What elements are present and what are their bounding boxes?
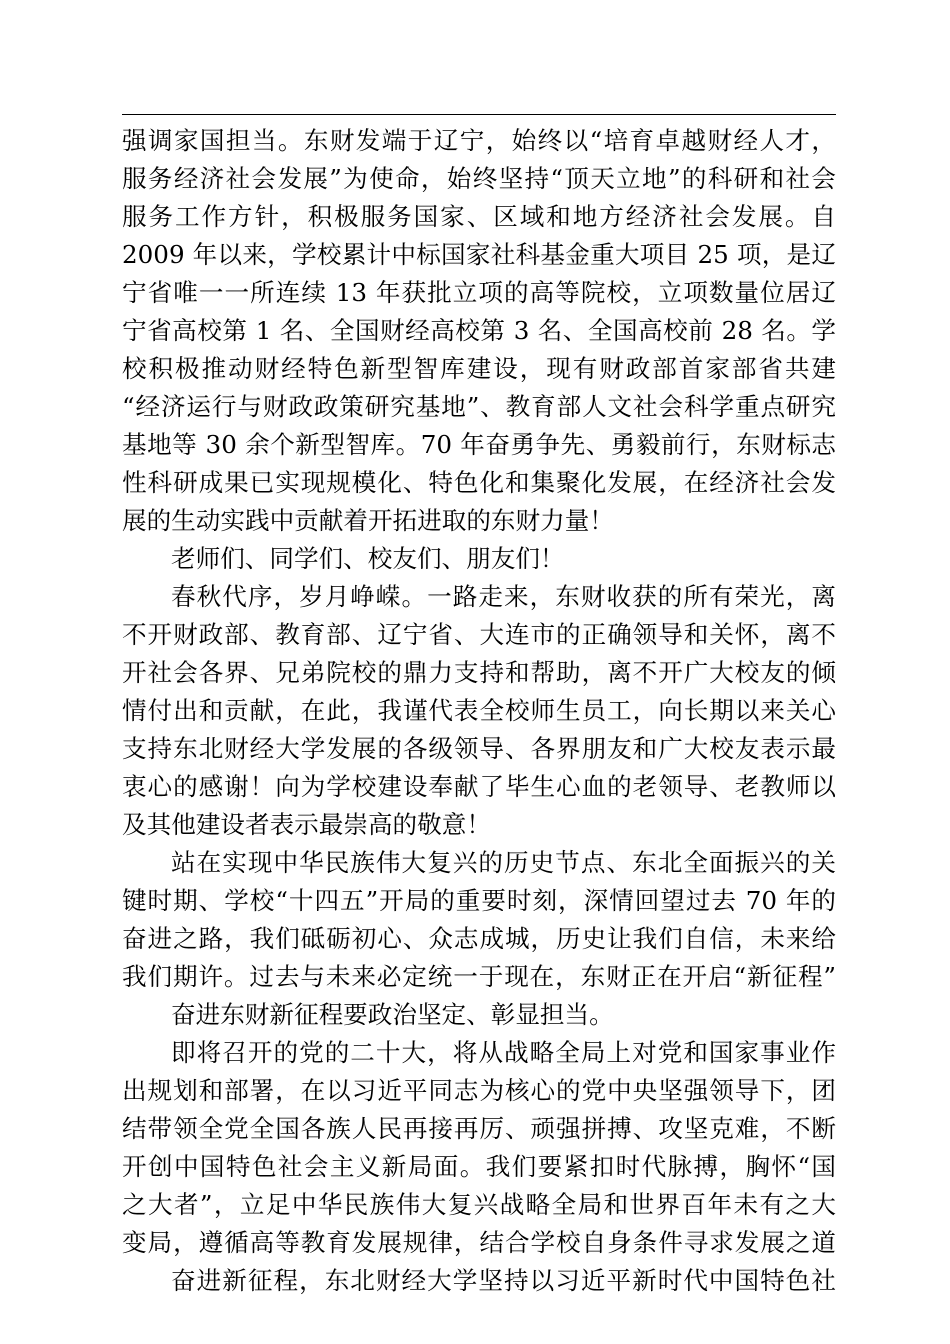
text-line: 支持东北财经大学发展的各级领导、各界朋友和广大校友表示最 <box>122 734 836 763</box>
text-line: 服务经济社会发展”为使命，始终坚持“顶天立地”的科研和社会 <box>122 164 836 193</box>
paragraph <box>122 540 836 578</box>
paragraph <box>122 578 836 844</box>
text-line: 奋进东财新征程要政治坚定、彰显担当。 <box>171 1000 614 1029</box>
text-line: 春秋代序，岁月峥嵘。一路走来，东财收获的所有荣光，离 <box>171 582 836 611</box>
text-line: 结带领全党全国各族人民再接再厉、顽强拼搏、攻坚克难，不断 <box>122 1114 836 1143</box>
text-line: 情付出和贡献，在此，我谨代表全校师生员工，向长期以来关心 <box>122 696 836 725</box>
text-line: 强调家国担当。东财发端于辽宁，始终以“培育卓越财经人才， <box>122 126 836 155</box>
text-line: 及其他建设者表示最崇高的敬意！ <box>122 810 491 839</box>
text-line: 基地等 30 余个新型智库。70 年奋勇争先、勇毅前行，东财标志 <box>122 430 836 459</box>
paragraph <box>122 844 836 996</box>
text-line: 服务工作方针，积极服务国家、区域和地方经济社会发展。自 <box>122 202 836 231</box>
text-line: 宁省唯一一所连续 13 年获批立项的高等院校，立项数量位居辽 <box>122 278 836 307</box>
text-line: 性科研成果已实现规模化、特色化和集聚化发展，在经济社会发 <box>122 468 836 497</box>
text-line: 出规划和部署，在以习近平同志为核心的党中央坚强领导下，团 <box>122 1076 836 1105</box>
paragraph <box>122 122 836 540</box>
text-line: 开创中国特色社会主义新局面。我们要紧扣时代脉搏，胸怀“国 <box>122 1152 836 1181</box>
text-line: 开社会各界、兄弟院校的鼎力支持和帮助，离不开广大校友的倾 <box>122 658 836 687</box>
paragraph <box>122 1262 836 1300</box>
header-rule <box>122 114 836 115</box>
text-line: “经济运行与财政政策研究基地”、教育部人文社会科学重点研究 <box>122 392 836 421</box>
text-line: 之大者”，立足中华民族伟大复兴战略全局和世界百年未有之大 <box>122 1190 836 1219</box>
text-line: 站在实现中华民族伟大复兴的历史节点、东北全面振兴的关 <box>171 848 836 877</box>
text-line: 校积极推动财经特色新型智库建设，现有财政部首家部省共建 <box>122 354 836 383</box>
text-line: 2009 年以来，学校累计中标国家社科基金重大项目 25 项，是辽 <box>122 240 836 269</box>
text-line: 即将召开的党的二十大，将从战略全局上对党和国家事业作 <box>171 1038 836 1067</box>
text-line: 老师们、同学们、校友们、朋友们！ <box>171 544 565 573</box>
text-line: 我们期许。过去与未来必定统一于现在，东财正在开启“新征程” <box>122 962 836 991</box>
text-line: 键时期、学校“十四五”开局的重要时刻，深情回望过去 70 年的 <box>122 886 836 915</box>
text-line: 宁省高校第 1 名、全国财经高校第 3 名、全国高校前 28 名。学 <box>122 316 836 345</box>
paragraph <box>122 996 836 1034</box>
text-line: 展的生动实践中贡献着开拓进取的东财力量！ <box>122 506 614 535</box>
text-line: 不开财政部、教育部、辽宁省、大连市的正确领导和关怀，离不 <box>122 620 836 649</box>
text-line: 奋进新征程，东北财经大学坚持以习近平新时代中国特色社 <box>171 1266 836 1295</box>
text-line: 变局，遵循高等教育发展规律，结合学校自身条件寻求发展之道 <box>122 1228 836 1257</box>
paragraph <box>122 1034 836 1262</box>
text-line: 衷心的感谢！向为学校建设奉献了毕生心血的老领导、老教师以 <box>122 772 836 801</box>
document-body <box>122 122 836 1300</box>
text-line: 奋进之路，我们砥砺初心、众志成城，历史让我们自信，未来给 <box>122 924 836 953</box>
